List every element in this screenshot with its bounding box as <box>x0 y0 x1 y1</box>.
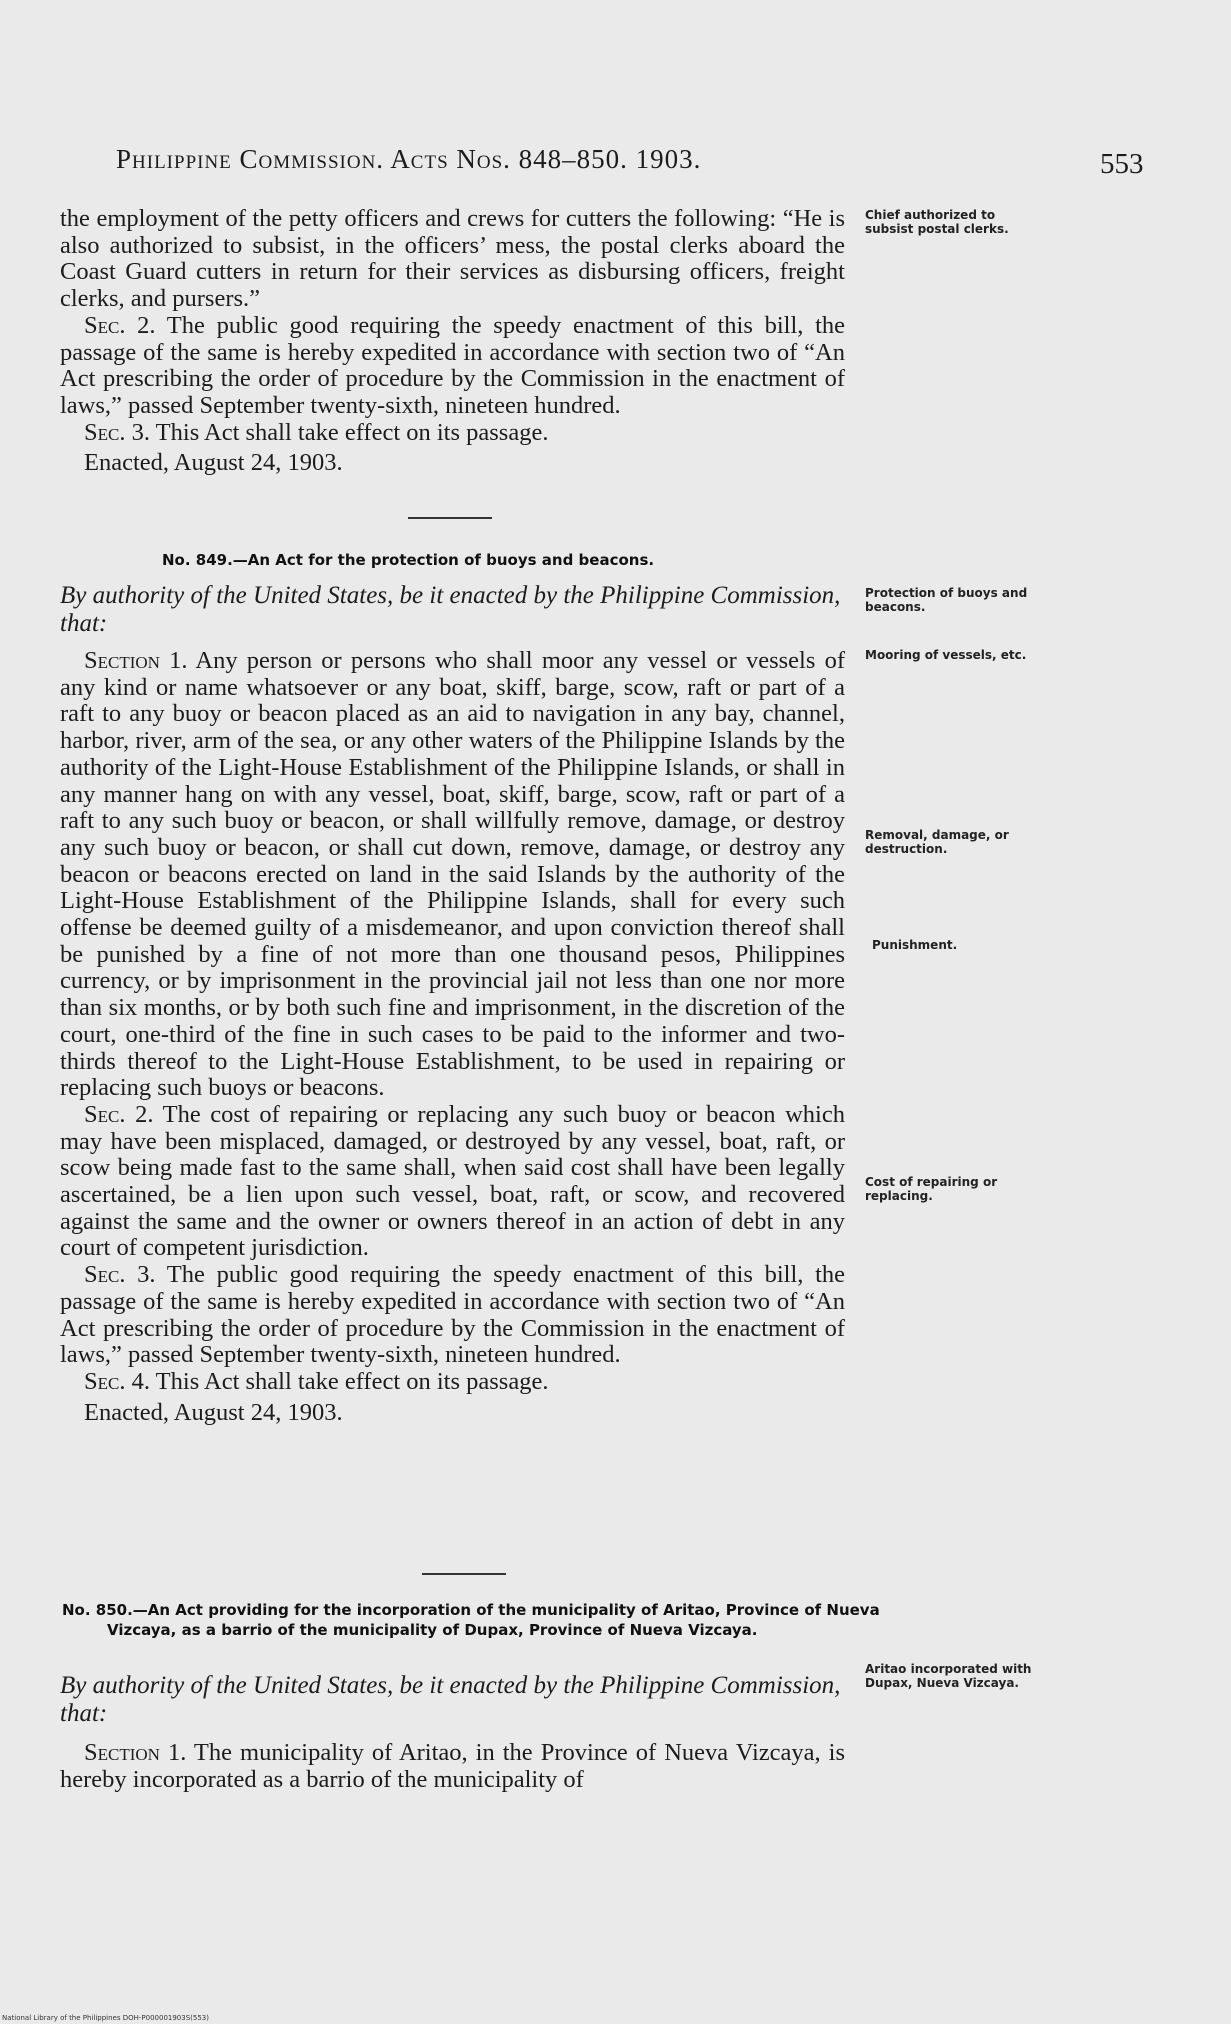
act-849-enacted: Enacted, August 24, 1903. <box>84 1398 343 1426</box>
act-850-enacting-clause <box>60 1672 850 1728</box>
margin-note-cost: Cost of repairing or replacing. <box>865 1175 998 1203</box>
act-849-body <box>60 648 845 1426</box>
section-divider <box>422 1573 506 1575</box>
act-848-continuation <box>60 206 845 477</box>
act-849-enacting-clause <box>60 582 850 638</box>
section-label: Sec. 4. <box>84 1367 150 1395</box>
act-848-paragraph: the employment of the petty officers and crews for cutters the following: “He is also authorized to subsist, in the officers’ mess, the postal clerks aboard the Coast Guard cutters in return for their services as disbursing officers, freight clerks, and pursers.” <box>60 205 845 313</box>
margin-note-protection: Protection of buoys and beacons. <box>865 586 1028 614</box>
running-title: Philippine Commission. Acts Nos. 848–850. 1903. <box>116 144 702 174</box>
section-text: Any person or persons who shall moor any vessel or vessels of any kind or name whatsoever or any boat, skiff, barge, scow, raft or part of a raft to any buoy or beacon placed as an aid to navigation in any bay, channel, harbor, river, arm of the sea, or any other waters of the Philippine Islands by the authority of the Light-House Establishment of the Philippine Islands, or shall in any manner hang on with any vessel, boat, skiff, barge, scow, raft or part of a raft to any such buoy or beacon, or shall willfully remove, damage, or destroy any such buoy or beacon, or shall cut down, remove, damage, or destroy any beacon or beacons erected on land in the said Islands by the authority of the Light-House Establishment of the Philippine Islands, shall for every such offense be deemed guilty of a misdemeanor, and upon conviction thereof shall be punished by a fine of not more than one thousand pesos, Philippines currency, or by imprisonment in the provincial jail not less than one nor more than six months, or by both such fine and imprisonment, in the discretion of the court, one-third of the fine in such cases to be paid to the informer and two-thirds thereof to the Light-House Establishment, to be used in repairing or replacing such buoys or beacons. <box>60 647 846 1102</box>
section-label: Sec. 2. <box>84 311 156 339</box>
margin-note-chief-authorized: Chief authorized to subsist postal clerks. <box>865 208 1009 236</box>
section-text: This Act shall take effect on its passage. <box>149 418 549 446</box>
enacting-clause-text: By authority of the United States, be it enacted by the Philippine Commission, that: <box>60 1672 841 1727</box>
section-label: Sec. 2. <box>84 1100 154 1128</box>
enacting-clause-text: By authority of the United States, be it enacted by the Philippine Commission, that: <box>60 582 841 637</box>
act-850-section-1 <box>60 1740 845 1793</box>
section-text: The municipality of Aritao, in the Province of Nueva Vizcaya, is hereby incorporated as a barrio of the municipality of <box>60 1739 845 1793</box>
margin-note-removal: Removal, damage, or destruction. <box>865 828 1009 856</box>
section-label: Sec. 3. <box>84 418 150 446</box>
act-848-section-3 <box>60 420 845 447</box>
act-849-section-1 <box>60 648 845 1102</box>
margin-note-mooring: Mooring of vessels, etc. <box>865 648 1027 662</box>
act-849-section-2 <box>60 1102 845 1262</box>
section-text: The public good requiring the speedy enactment of this bill, the passage of the same is hereby expedited in accordance with section two of “An Act prescribing the order of procedure by the Commission in the enactment of laws,” passed September twenty-sixth, nineteen hundred. <box>60 311 845 419</box>
section-text: This Act shall take effect on its passage. <box>149 1367 549 1395</box>
scan-footer: National Library of the Philippines DOH-P000001903S(553) <box>2 2014 209 2022</box>
section-label: Sec. 3. <box>84 1261 156 1289</box>
section-label: Section 1. <box>84 647 188 674</box>
section-text: The cost of repairing or replacing any such buoy or beacon which may have been misplaced, damaged, or destroyed by any vessel, boat, raft, or scow being made fast to the same shall, when said cost shall have been legally ascertained, be a lien upon such vessel, boat, raft, or scow, and recovered against the same and the owner or owners thereof in an action of debt in any court of competent jurisdiction. <box>60 1100 845 1262</box>
act-848-section-2 <box>60 313 845 420</box>
section-divider <box>408 517 492 519</box>
section-text: The public good requiring the speedy enactment of this bill, the passage of the same is hereby expedited in accordance with section two of “An Act prescribing the order of procedure by the Commission in the enactment of laws,” passed September twenty-sixth, nineteen hundred. <box>60 1261 845 1369</box>
margin-note-punishment: Punishment. <box>872 938 958 952</box>
margin-note-aritao: Aritao incorporated with Dupax, Nueva Vizcaya. <box>865 1662 1032 1690</box>
act-849-section-3 <box>60 1262 845 1369</box>
act-850-body <box>60 1740 845 1793</box>
act-849-section-4 <box>60 1369 845 1396</box>
act-848-enacted: Enacted, August 24, 1903. <box>84 449 343 477</box>
page-number: 553 <box>1100 148 1144 180</box>
section-label: Section 1. <box>84 1739 187 1766</box>
act-850-title: No. 850.—An Act providing for the incorporation of the municipality of Aritao, Province of Nueva Vizcaya, as a barrio of the municipality of Dupax, Province of Nueva Vizcaya. <box>62 1601 880 1639</box>
act-849-title: No. 849.—An Act for the protection of buoys and beacons. <box>162 551 655 569</box>
